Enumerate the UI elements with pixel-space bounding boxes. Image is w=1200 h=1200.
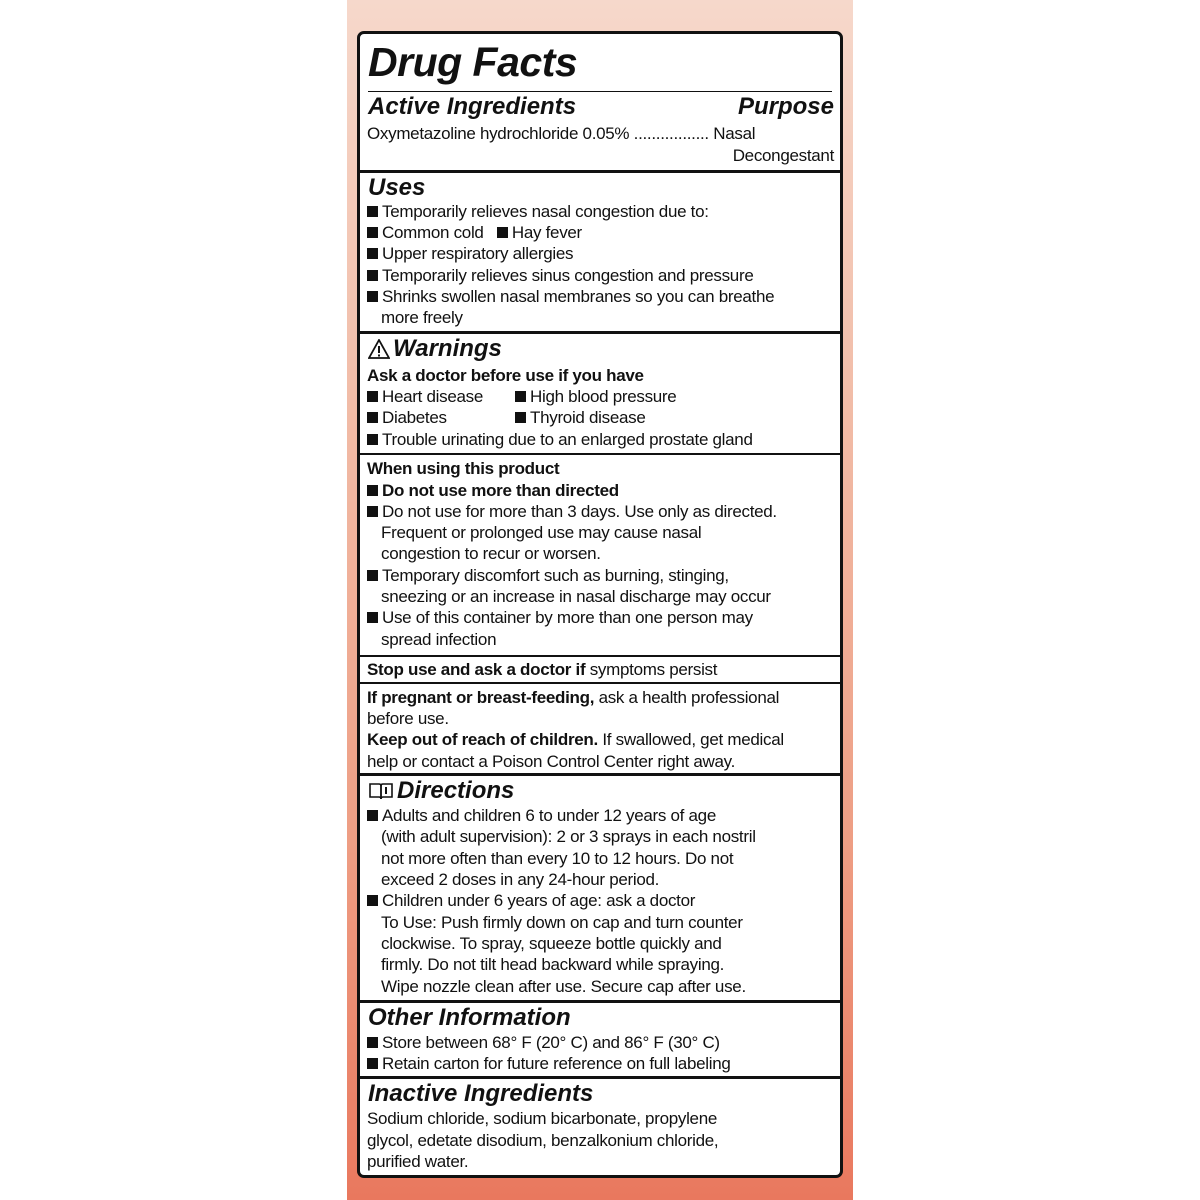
list-item: Use of this container by more than one person may <box>367 607 836 628</box>
directions-text: firmly. Do not tilt head backward while spraying. <box>381 955 725 974</box>
active-ingredients-heading: Active Ingredients <box>368 93 577 120</box>
bullet-icon <box>367 391 378 402</box>
bullet-icon <box>367 291 378 302</box>
bullet-icon <box>367 206 378 217</box>
list-item: Shrinks swollen nasal membranes so you can breathe <box>367 286 836 307</box>
list-item: Common cold Hay fever <box>367 222 836 243</box>
list-item: Store between 68° F (20° C) and 86° F (30° C) <box>367 1032 836 1053</box>
inactive-ingredients-text: purified water. <box>367 1152 469 1171</box>
directions-text: To Use: Push firmly down on cap and turn counter <box>381 913 743 932</box>
list-item-continued: (with adult supervision): 2 or 3 sprays in each nostril <box>381 827 756 846</box>
bullet-icon <box>367 412 378 423</box>
list-item: Upper respiratory allergies <box>367 243 836 264</box>
drug-facts-panel <box>357 31 843 1178</box>
list-item-continued: Frequent or prolonged use may cause nasal <box>381 523 702 542</box>
inactive-ingredients-section <box>360 1076 840 1178</box>
bullet-icon <box>367 1037 378 1048</box>
list-item: Temporary discomfort such as burning, stinging, <box>367 565 836 586</box>
list-item: Adults and children 6 to under 12 years of age <box>367 805 836 826</box>
keep-out-line-continued: help or contact a Poison Control Center right away. <box>367 752 736 771</box>
inactive-ingredients-heading: Inactive Ingredients <box>368 1080 594 1107</box>
warning-triangle-icon <box>368 338 390 366</box>
pregnancy-section <box>360 682 840 775</box>
directions-text: Wipe nozzle clean after use. Secure cap after use. <box>381 977 746 996</box>
purpose-heading: Purpose <box>737 93 834 120</box>
when-using-section <box>360 453 840 657</box>
bullet-icon <box>367 570 378 581</box>
bullet-icon <box>367 227 378 238</box>
list-item-continued: spread infection <box>381 630 497 649</box>
directions-heading: Directions <box>368 777 514 808</box>
active-ingredients-section <box>360 34 840 170</box>
list-item-continued: exceed 2 doses in any 24-hour period. <box>381 870 660 889</box>
bullet-icon <box>367 434 378 445</box>
bullet-icon <box>367 270 378 281</box>
bullet-icon <box>367 810 378 821</box>
when-using-heading: When using this product <box>367 459 560 478</box>
other-information-section <box>360 1000 840 1079</box>
pregnancy-line-continued: before use. <box>367 709 449 728</box>
title-divider <box>368 91 832 92</box>
list-item: Trouble urinating due to an enlarged prostate gland <box>367 429 836 450</box>
list-item: Temporarily relieves nasal congestion due to: <box>367 201 836 222</box>
list-item-continued: more freely <box>381 308 463 327</box>
pregnancy-line: If pregnant or breast-feeding, ask a health professional <box>367 688 780 707</box>
directions-text: clockwise. To spray, squeeze bottle quickly and <box>381 934 722 953</box>
bullet-icon <box>367 506 378 517</box>
uses-section <box>360 170 840 334</box>
list-item: Do not use more than directed <box>367 480 836 501</box>
list-item: Diabetes Thyroid disease <box>367 407 836 428</box>
warnings-section <box>360 331 840 456</box>
list-item-continued: congestion to recur or worsen. <box>381 544 601 563</box>
purpose-value: Decongestant <box>732 146 834 165</box>
warnings-heading: Warnings <box>368 335 502 366</box>
bullet-icon <box>367 895 378 906</box>
active-ingredient-line: Oxymetazoline hydrochloride 0.05% ................. Nasal <box>367 124 756 143</box>
list-item: Do not use for more than 3 days. Use only as directed. <box>367 501 836 522</box>
list-item: Children under 6 years of age: ask a doctor <box>367 890 836 911</box>
list-item: Temporarily relieves sinus congestion and pressure <box>367 265 836 286</box>
bullet-icon <box>367 612 378 623</box>
list-item-continued: not more often than every 10 to 12 hours. Do not <box>381 849 734 868</box>
list-item: Heart disease High blood pressure <box>367 386 836 407</box>
open-book-icon <box>368 780 394 808</box>
bullet-icon <box>497 227 508 238</box>
stop-use-section <box>360 655 840 684</box>
list-item-continued: sneezing or an increase in nasal discharge may occur <box>381 587 771 606</box>
list-item: Retain carton for future reference on full labeling <box>367 1053 836 1074</box>
bullet-icon <box>367 485 378 496</box>
other-information-heading: Other Information <box>368 1004 571 1031</box>
inactive-ingredients-text: glycol, edetate disodium, benzalkonium chloride, <box>367 1131 719 1150</box>
uses-heading: Uses <box>368 174 426 201</box>
stop-use-line: Stop use and ask a doctor if symptoms persist <box>367 660 718 679</box>
bullet-icon <box>367 248 378 259</box>
bullet-icon <box>367 1058 378 1069</box>
keep-out-line: Keep out of reach of children. If swallowed, get medical <box>367 730 784 749</box>
ask-doctor-heading: Ask a doctor before use if you have <box>367 366 644 385</box>
inactive-ingredients-text: Sodium chloride, sodium bicarbonate, propylene <box>367 1109 718 1128</box>
directions-section <box>360 773 840 1003</box>
bullet-icon <box>515 391 526 402</box>
drug-facts-title: Drug Facts <box>368 39 578 85</box>
bullet-icon <box>515 412 526 423</box>
